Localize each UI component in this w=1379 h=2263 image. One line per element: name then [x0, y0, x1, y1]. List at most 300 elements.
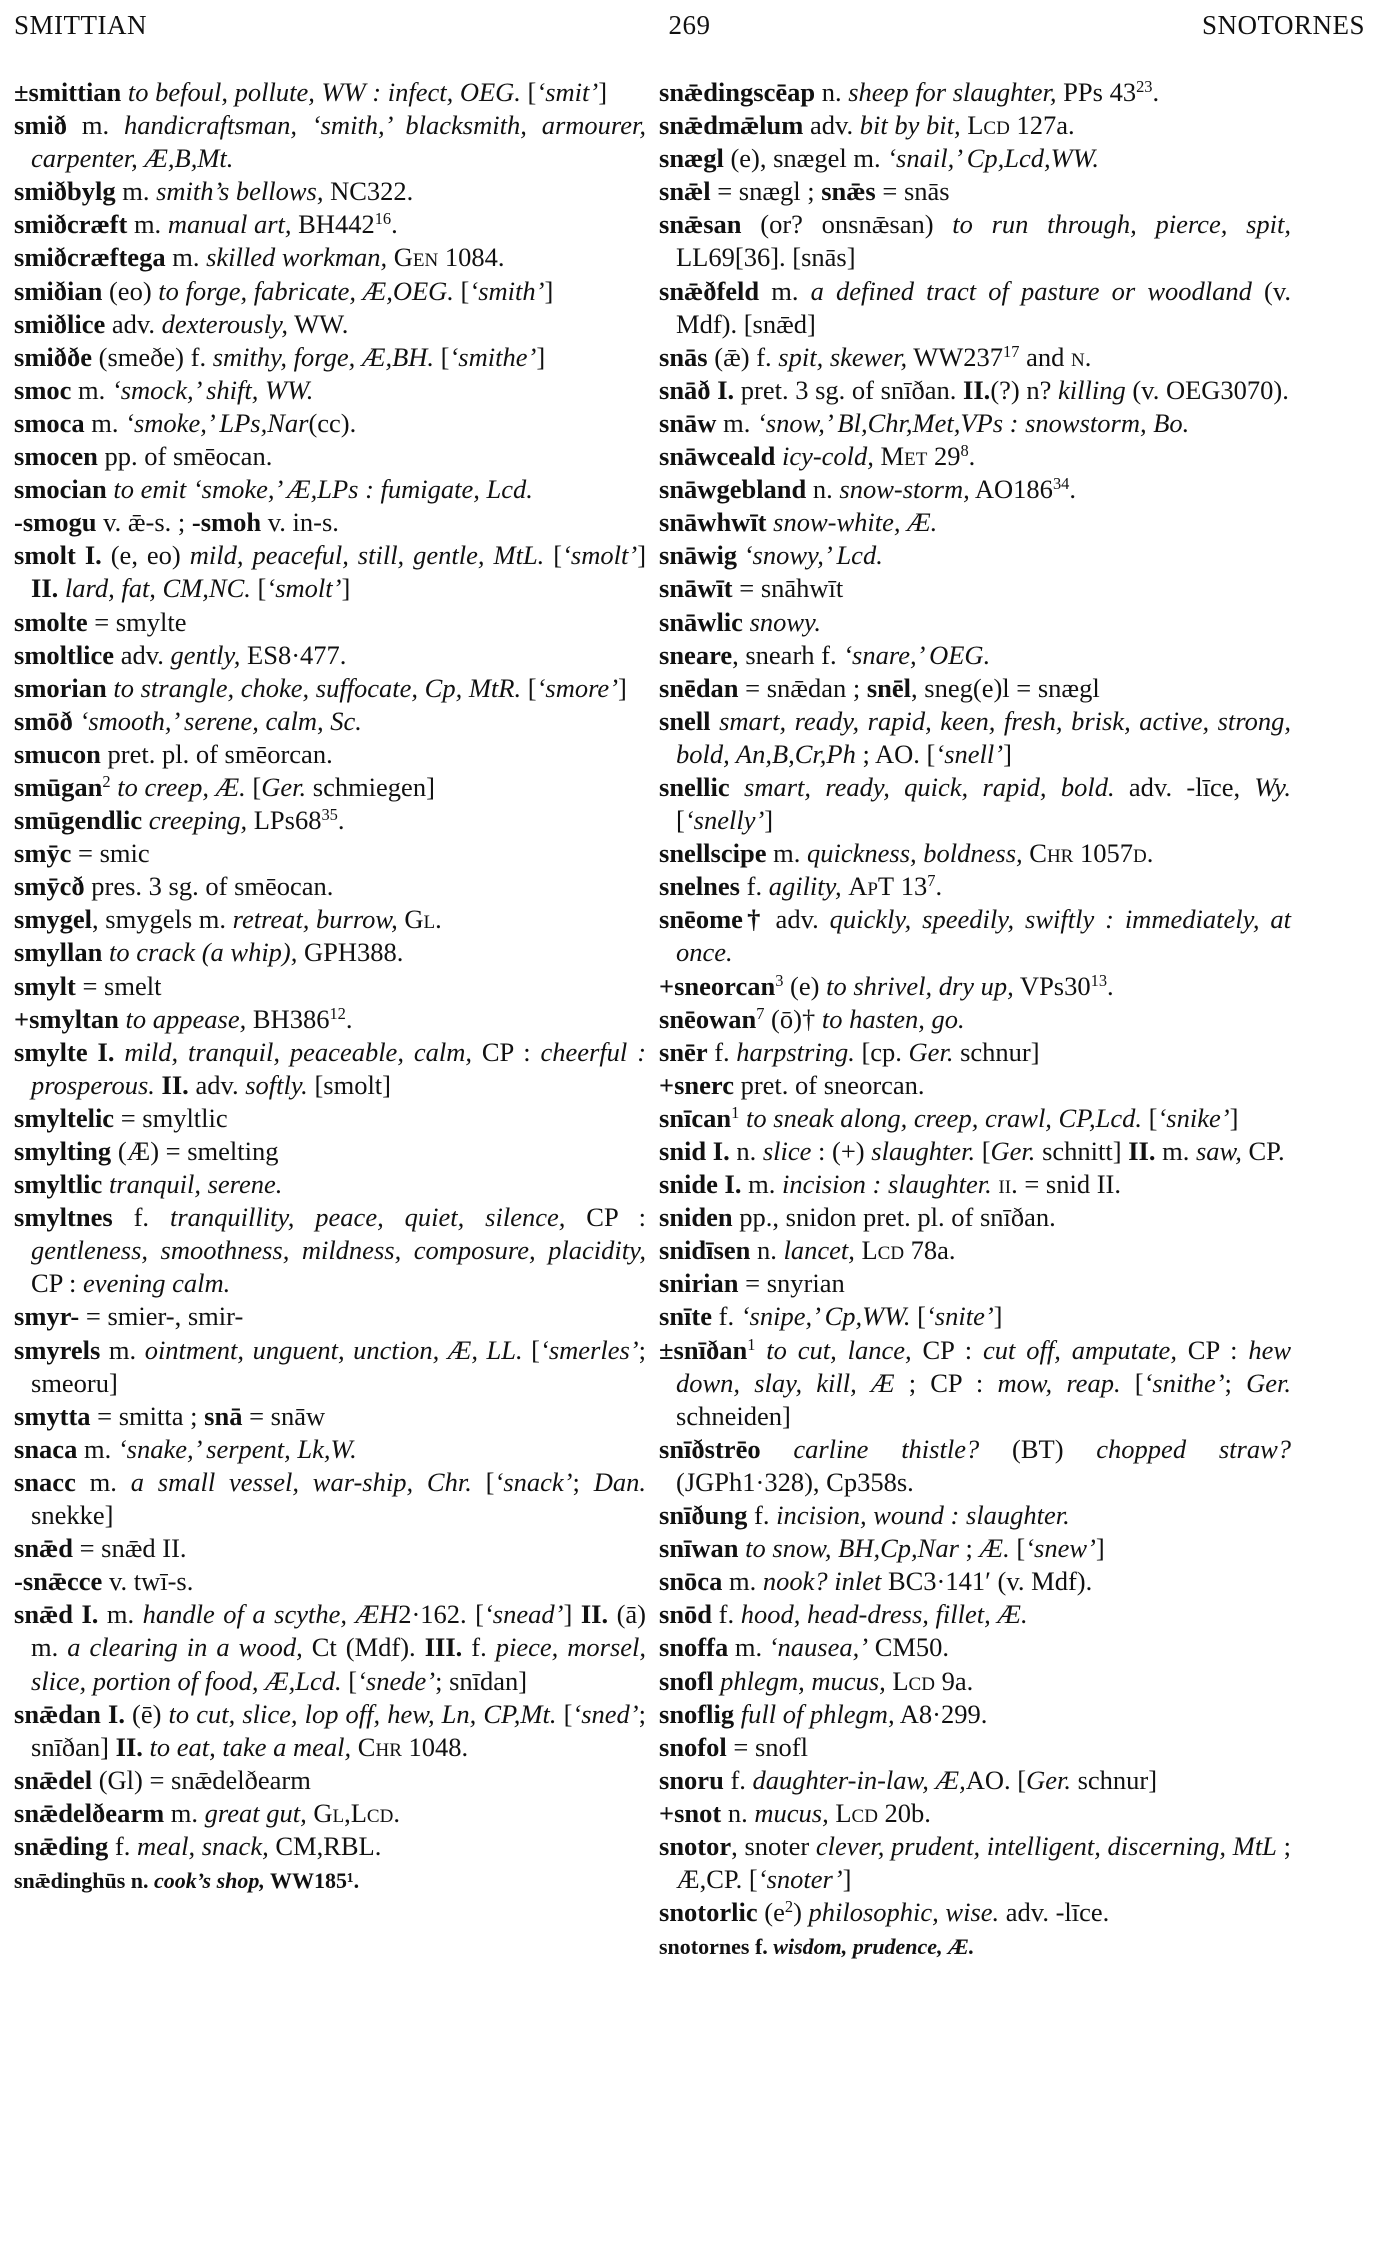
definition-text: to forge, fabricate, Æ,OEG.	[158, 275, 454, 306]
entry-text	[775, 441, 782, 471]
dictionary-entry	[659, 1598, 1291, 1631]
source-abbrev: Lcd	[892, 1665, 935, 1696]
definition-text: ‘nausea,’	[768, 1632, 869, 1663]
definition-text: incision : slaughter.	[782, 1169, 992, 1200]
definition-text: full of phlegm,	[740, 1698, 895, 1729]
headword: snoru	[659, 1764, 724, 1795]
headword: I.	[108, 1698, 125, 1729]
dictionary-entry	[659, 109, 1291, 142]
entry-text: m.	[98, 1599, 143, 1630]
dictionary-entry	[659, 837, 1291, 870]
headword: I.	[97, 1036, 115, 1067]
definition-text: ‘smolt’	[562, 540, 638, 571]
entry-text	[711, 706, 720, 736]
definition-text: Ger.	[261, 771, 307, 802]
header-last-headword: SNOTORNES	[1201, 10, 1365, 40]
headword: snēdan	[659, 672, 739, 703]
headword: II.	[1128, 1136, 1156, 1166]
entry-text: m.	[77, 1433, 118, 1464]
headword: snell	[659, 705, 711, 736]
entry-text: = snǣd II.	[72, 1533, 187, 1564]
definition-text: ‘snew’	[1025, 1533, 1096, 1564]
headword: snēl	[866, 672, 912, 703]
headword: smocian	[14, 474, 107, 505]
entry-text: CP :	[31, 1268, 84, 1299]
entry-text: = smylte	[87, 606, 187, 637]
entry-text: m.	[75, 1466, 131, 1497]
definition-text: smart, ready, rapid, keen, fresh, brisk, active, strong, bold, An,B,Cr,Ph	[676, 705, 1292, 769]
dictionary-entry	[659, 506, 1291, 539]
dictionary-entry	[14, 639, 646, 672]
definition-text: ‘snelly’	[684, 805, 765, 836]
dictionary-entry	[14, 341, 646, 374]
headword: smiðbylg	[14, 176, 116, 207]
source-abbrev: Gl,Lcd	[313, 1797, 394, 1828]
dictionary-entry	[14, 175, 646, 208]
entry-text: .	[1146, 838, 1154, 869]
entry-text: (cc).	[308, 407, 357, 438]
entry-text: m.	[728, 1632, 769, 1663]
entry-text: [smolt]	[307, 1069, 391, 1100]
definition-text: handle of a scythe, ÆH	[142, 1599, 399, 1630]
entry-text	[755, 1335, 766, 1365]
definition-text: manual art,	[167, 209, 292, 240]
entry-text: 1057	[1073, 838, 1133, 869]
entry-text	[58, 573, 65, 603]
entry-text	[102, 1169, 109, 1199]
definition-text: snow-white, Æ.	[773, 507, 938, 538]
entry-text: ]	[1095, 1533, 1105, 1564]
dictionary-entry	[659, 705, 1291, 771]
dictionary-entry	[659, 407, 1291, 440]
headword: smoca	[14, 407, 85, 438]
superscript: 7	[927, 871, 936, 891]
definition-text: great gut,	[204, 1797, 307, 1828]
entry-text: (ā) m.	[31, 1599, 646, 1663]
headword: +smyltan	[14, 1003, 119, 1034]
definition-text: lard, fat, CM,NC.	[64, 573, 251, 604]
definition-text: harpstring.	[736, 1036, 855, 1067]
entry-text: (?) n?	[990, 374, 1058, 405]
definition-text: to strangle, choke, suffocate, Cp, MtR.	[113, 672, 522, 703]
headword: smorian	[14, 672, 107, 703]
dictionary-entry	[659, 1896, 1291, 1929]
entry-text: 20b.	[877, 1797, 931, 1828]
entry-text: (ǣ) f.	[707, 341, 779, 372]
definition-text: dexterously,	[161, 308, 288, 339]
entry-text: schnitt]	[1035, 1136, 1129, 1166]
headword: snāwlic	[659, 606, 743, 637]
definition-text: skilled workman,	[206, 242, 388, 273]
dictionary-entry	[14, 1764, 646, 1797]
entry-text: , snearh f.	[732, 639, 844, 670]
entry-text: v. in-s.	[261, 507, 339, 538]
definition-text: philosophic, wise.	[808, 1897, 1000, 1928]
dictionary-entry	[14, 1598, 646, 1697]
dictionary-entry	[659, 1267, 1291, 1300]
entry-text: adv. -līce.	[999, 1897, 1110, 1928]
headword: smiðlice	[14, 308, 106, 339]
entry-text: 29	[927, 441, 961, 472]
entry-text: LL69[36]. [snās]	[676, 242, 856, 273]
dictionary-entry	[659, 1830, 1291, 1896]
entry-text: = snāhwīt	[732, 573, 844, 604]
definition-text: to creep, Æ.	[117, 771, 246, 802]
entry-text: ; snīðan]	[31, 1698, 647, 1762]
headword: snellic	[659, 771, 730, 802]
definition-text: daughter-in-law, Æ,	[752, 1764, 966, 1795]
source-abbrev: Lcd	[967, 110, 1010, 141]
entry-text: ]	[563, 1599, 581, 1630]
dictionary-entry	[14, 1797, 646, 1830]
dictionary-entry	[14, 1400, 646, 1433]
headword: snīðstrēo	[659, 1433, 761, 1464]
headword: smȳc	[14, 838, 72, 869]
entry-text: f.	[112, 1202, 170, 1233]
definition-text: ‘snead’	[483, 1599, 564, 1630]
entry-text: 78a.	[904, 1235, 956, 1266]
definition-text: cook’s shop,	[154, 1868, 265, 1894]
entry-text: [cp.	[854, 1036, 909, 1067]
definition-text: Ger.	[1026, 1764, 1071, 1795]
entry-text: = snǣdan ;	[738, 672, 867, 703]
headword: snāw	[659, 407, 717, 438]
entry-text: = snofl	[726, 1731, 808, 1762]
definition-text: quickly, speedily, swiftly : immediately, at once.	[676, 904, 1291, 968]
entry-text: (JGPh1·328), Cp358s.	[676, 1466, 914, 1497]
entry-text	[102, 937, 109, 967]
definition-text: cut off, amputate,	[983, 1334, 1177, 1365]
entry-text: GPH388.	[297, 937, 404, 968]
dictionary-entry	[659, 175, 1291, 208]
headword: smiðian	[14, 275, 103, 306]
entry-text: (e	[757, 1897, 785, 1928]
page-number: 269	[668, 10, 711, 40]
entry-text: ]	[544, 275, 554, 306]
entry-text: = snās	[875, 176, 950, 207]
dictionary-entry	[659, 1698, 1291, 1731]
dictionary-entry	[659, 1003, 1291, 1036]
entry-text: (or? onsnǣsan)	[741, 209, 953, 240]
definition-text: ‘smerles’	[540, 1334, 639, 1365]
definition-text: mild, peaceful, still, gentle, MtL.	[189, 540, 545, 571]
dictionary-entry	[659, 341, 1291, 374]
entry-text: f.	[712, 1301, 741, 1332]
definition-text: chopped straw?	[1096, 1433, 1292, 1464]
definition-text: to run through, pierce, spit,	[952, 209, 1291, 240]
dictionary-entry	[14, 606, 646, 639]
superscript: 34	[1052, 474, 1070, 494]
definition-text: meal, snack,	[136, 1830, 269, 1861]
entry-text: snǣdinghūs n.	[14, 1868, 155, 1894]
dictionary-entry	[659, 1764, 1291, 1797]
definition-text: to crack (a whip),	[108, 937, 298, 968]
headword: smūgendlic	[14, 805, 143, 836]
dictionary-entry	[14, 208, 646, 241]
entry-text: ;	[572, 1466, 594, 1497]
headword: +sneorcan	[659, 970, 776, 1001]
entry-text: and	[1019, 341, 1071, 372]
definition-text: to eat, take a meal,	[149, 1731, 352, 1762]
headword: snide	[659, 1169, 718, 1200]
entry-text	[142, 805, 149, 835]
headword: smucon	[14, 738, 101, 769]
dictionary-entry	[14, 1102, 646, 1135]
entry-text: ; CP :	[894, 1367, 998, 1398]
dictionary-entry	[14, 109, 646, 175]
entry-text: schmiegen]	[306, 771, 435, 802]
definition-text: hew down, slay, kill, Æ	[676, 1334, 1292, 1398]
entry-text	[730, 772, 744, 802]
definition-text: a defined tract of pasture or woodland	[810, 275, 1252, 306]
entry-text: .	[345, 1003, 353, 1034]
dictionary-entry	[659, 639, 1291, 672]
headword: -smogu	[14, 507, 97, 538]
dictionary-entry	[659, 1731, 1291, 1764]
headword: snōd	[659, 1599, 713, 1630]
entry-text	[73, 706, 80, 736]
definition-text: ointment, unguent, unction, Æ, LL.	[144, 1334, 523, 1365]
definition-text: snow-storm,	[839, 474, 970, 505]
entry-text: [	[250, 573, 267, 604]
source-abbrev: Met	[880, 441, 928, 472]
entry-text: f.	[712, 1599, 741, 1630]
entry-text: snekke]	[31, 1500, 114, 1531]
entry-text: [	[520, 77, 537, 107]
headword: snǣding	[14, 1830, 109, 1861]
headword: snāð	[659, 374, 711, 405]
definition-text: ‘snack’	[494, 1466, 573, 1497]
entry-text	[718, 1169, 725, 1199]
headword: snirian	[659, 1268, 739, 1299]
entry-text: pret. of sneorcan.	[733, 1069, 925, 1100]
dictionary-entry	[659, 1234, 1291, 1267]
headword: snǣdingscēap	[659, 77, 816, 107]
headword: II.	[31, 573, 59, 604]
dictionary-entry	[14, 1334, 646, 1400]
definition-text: ‘snite’	[925, 1301, 994, 1332]
headword: smȳcð	[14, 871, 85, 902]
definition-text: slaughter.	[871, 1136, 976, 1166]
dictionary-entry	[14, 440, 646, 473]
entry-text: : (+)	[811, 1136, 872, 1166]
entry-text: ]	[993, 1301, 1003, 1332]
headword: smyltnes	[14, 1202, 113, 1233]
entry-text: m.	[716, 407, 757, 438]
dictionary-entry	[14, 1830, 646, 1863]
definition-text: a clearing in a wood,	[67, 1632, 303, 1663]
definition-text: to sneak along, creep, crawl, CP,Lcd.	[746, 1102, 1143, 1133]
dictionary-entry	[659, 142, 1291, 175]
entry-text: n.	[806, 474, 840, 505]
dictionary-entry	[14, 1698, 646, 1764]
entry-text: pret. pl. of smēorcan.	[100, 738, 333, 769]
headword: -smoh	[191, 507, 262, 538]
entry-text: m.	[100, 1334, 145, 1365]
entry-text: 1048.	[401, 1731, 469, 1762]
entry-text: ; smeoru]	[31, 1334, 646, 1398]
headword: sniden	[659, 1202, 733, 1233]
headword: snēowan	[659, 1003, 757, 1034]
dictionary-entry	[659, 374, 1291, 407]
headword: snǣdelðearm	[14, 1797, 165, 1828]
headword: snǣs	[821, 176, 876, 207]
definition-text: ‘snare,’ OEG.	[843, 639, 991, 670]
entry-text: (v. Mdf). [snǣd]	[676, 275, 1291, 339]
headword: smōð	[14, 705, 73, 736]
definition-text: to shrivel, dry up,	[826, 970, 1014, 1001]
superscript: 1	[747, 1334, 756, 1354]
entry-text: .	[1069, 474, 1076, 505]
dictionary-entry	[14, 506, 646, 539]
dictionary-entry	[659, 1433, 1291, 1499]
definition-text: killing	[1058, 374, 1126, 405]
superscript: 12	[329, 1003, 346, 1023]
entry-text: CP :	[471, 1036, 541, 1067]
entry-text: 9a.	[934, 1665, 974, 1696]
entry-text: pres. 3 sg. of smēocan.	[84, 871, 334, 902]
entry-text: ]	[341, 573, 351, 604]
entry-text: CM,RBL.	[268, 1830, 382, 1861]
entry-text: (e, eo)	[101, 540, 190, 571]
headword: II.	[115, 1731, 143, 1762]
headword: snaca	[14, 1433, 78, 1464]
dictionary-entry	[659, 771, 1291, 837]
headword: I.	[724, 1169, 742, 1200]
entry-text: f.	[462, 1632, 496, 1663]
definition-text: icy-cold,	[781, 441, 874, 472]
entry-text: f.	[707, 1036, 737, 1067]
entry-text: ; Æ,CP. [	[676, 1830, 1291, 1895]
entry-text: n.	[729, 1136, 763, 1166]
entry-text: WW185¹.	[264, 1868, 360, 1894]
headword: smoltlice	[14, 639, 115, 670]
entry-text	[119, 1004, 126, 1034]
entry-text	[734, 1699, 741, 1729]
dictionary-entry	[14, 1036, 646, 1102]
definition-text: ‘smock,’ shift, WW.	[111, 374, 314, 405]
entry-text: [	[556, 1698, 573, 1729]
headword: snǣðfeld	[659, 275, 760, 306]
entry-text: [	[1009, 1533, 1026, 1564]
entry-text: , sneg(e)l = snægl	[911, 672, 1100, 703]
entry-text: n.	[721, 1797, 755, 1828]
dictionary-entry	[659, 1201, 1291, 1234]
entry-text: CP :	[1176, 1334, 1249, 1365]
entry-text: BC3·141′ (v. Mdf).	[881, 1566, 1093, 1597]
definition-text: to cut, slice, lop off, hew, Ln, CP,Mt.	[168, 1698, 557, 1729]
entry-text: ; snīdan]	[435, 1665, 528, 1696]
entry-text: [	[1120, 1367, 1144, 1398]
source-abbrev: Lcd	[835, 1797, 878, 1828]
headword: snǣd	[14, 1533, 73, 1564]
definition-text: to hasten, go.	[821, 1003, 965, 1034]
entry-text: adv.	[188, 1069, 246, 1100]
definition-text: Æ.	[979, 1533, 1010, 1564]
dictionary-entry	[659, 1532, 1291, 1565]
definition-text: ‘snowy,’ Lcd.	[743, 540, 883, 571]
headword: sneare	[659, 639, 733, 670]
entry-text: n.	[815, 77, 849, 107]
definition-text: quickness, boldness,	[806, 838, 1023, 869]
right-column	[659, 76, 1291, 1963]
definition-text: evening calm.	[83, 1268, 231, 1299]
dictionary-entry	[14, 1201, 646, 1300]
dictionary-entry	[14, 1565, 646, 1598]
superscript: 23	[1136, 76, 1153, 96]
entry-text	[706, 1136, 713, 1166]
entry-text: ]	[1003, 738, 1012, 769]
superscript: 16	[374, 209, 392, 229]
headword: snās	[659, 341, 708, 372]
definition-text: agility,	[768, 871, 842, 902]
entry-text	[737, 540, 744, 570]
dictionary-entry	[14, 1532, 646, 1565]
entry-text: CP.	[1241, 1136, 1285, 1166]
entry-text: NC322.	[323, 176, 414, 207]
entry-text: = snægl ;	[710, 176, 822, 207]
entry-text: )	[793, 1897, 809, 1928]
definition-text: to cut, lance,	[766, 1334, 912, 1365]
definition-text: nook? inlet	[762, 1566, 882, 1597]
entry-text: m.	[766, 838, 807, 869]
entry-text: = smelt	[75, 970, 162, 1001]
headword: snotorlic	[659, 1897, 758, 1928]
headword: I.	[81, 1599, 99, 1630]
dictionary-entry	[659, 275, 1291, 341]
definition-text: snowy.	[749, 606, 821, 637]
definition-text: ‘smithe’	[449, 341, 537, 372]
entry-text: ]	[618, 672, 627, 703]
definition-text: ‘smolt’	[266, 573, 342, 604]
definition-text: ‘snail,’ Cp,Lcd,WW.	[887, 143, 1099, 174]
dictionary-entry	[14, 837, 646, 870]
entry-text: ]	[536, 341, 546, 372]
definition-text: retreat, burrow,	[232, 904, 398, 935]
definition-text: clever, prudent, intelligent, discerning, MtL	[815, 1830, 1277, 1861]
definition-text: ‘snoter’	[757, 1864, 843, 1895]
headword: smyltlic	[14, 1169, 103, 1200]
entry-text: 1084.	[438, 242, 505, 273]
dictionary-entry	[659, 1631, 1291, 1664]
entry-text: [	[434, 341, 450, 372]
headword: snīðung	[659, 1500, 748, 1531]
definition-text: cheerful : prosperous.	[31, 1036, 647, 1100]
headword: snellscipe	[659, 838, 767, 869]
dictionary-entry	[659, 473, 1291, 506]
entry-text: m.	[67, 110, 124, 141]
definition-text: ‘sned’	[572, 1698, 639, 1729]
entry-text: m.	[1155, 1136, 1196, 1166]
dictionary-entry	[14, 374, 646, 407]
dictionary-entry	[14, 76, 646, 109]
entry-text: .	[1011, 1169, 1018, 1200]
entry-text	[387, 242, 394, 272]
headword: smið	[14, 110, 67, 141]
source-abbrev: Gl	[404, 904, 436, 935]
entry-text: [	[975, 1136, 991, 1166]
entry-text: WW.	[288, 308, 349, 339]
entry-text: v. ǣ-s. ;	[96, 507, 192, 538]
dictionary-entry	[659, 1665, 1291, 1698]
entry-text: ]	[764, 805, 774, 836]
definition-text: to befoul, pollute, WW : infect, OEG.	[127, 77, 521, 107]
dictionary-entry	[14, 308, 646, 341]
definition-text: ‘snipe,’ Cp,WW.	[740, 1301, 911, 1332]
superscript: 1	[731, 1102, 740, 1122]
dictionary-entry	[659, 1499, 1291, 1532]
superscript: 3	[775, 970, 784, 990]
